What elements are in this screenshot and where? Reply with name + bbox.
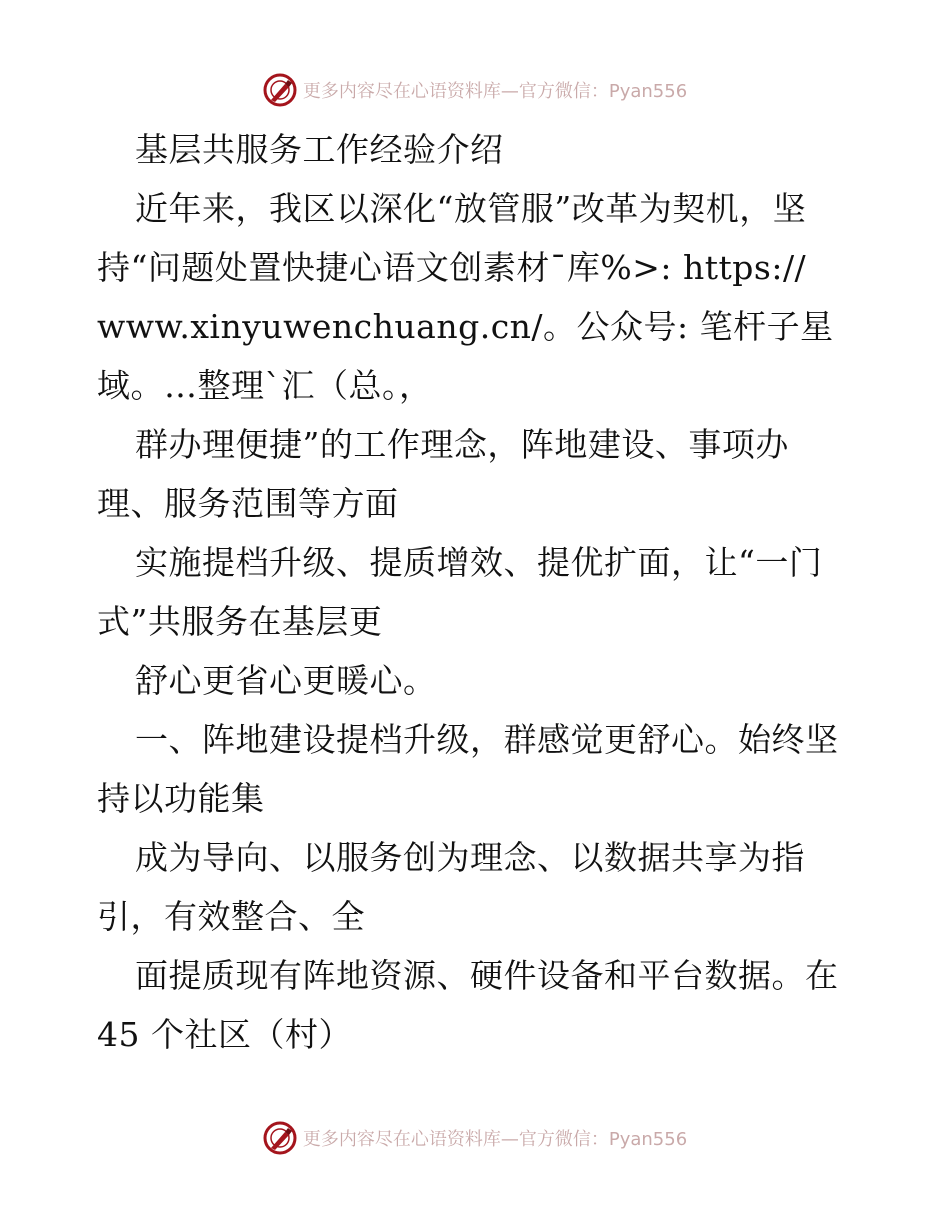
text-line: 45 个社区（村） — [97, 1015, 352, 1054]
text-line: 成为导向、以服务创为理念、以数据共享为指 — [135, 838, 805, 877]
text-line: 一、阵地建设提档升级，群感觉更舒心。始终坚 — [135, 720, 839, 759]
text-line: 域。…整理`汇（总。， — [97, 366, 433, 405]
banner-text: 更多内容尽在心语资料库—官方微信：Pyan556 — [302, 1129, 688, 1150]
text-line: 群办理便捷”的工作理念，阵地建设、事项办 — [135, 425, 789, 464]
text-line: 面提质现有阵地资源、硬件设备和平台数据。在 — [135, 956, 839, 995]
text-line: 持“问题处置快捷心语文创素材¯库%>: https:// — [97, 248, 807, 287]
document-body — [97, 120, 857, 1064]
text-line: 基层共服务工作经验介绍 — [135, 130, 504, 169]
text-line: 引，有效整合、全 — [97, 897, 365, 936]
footer-banner — [0, 1118, 950, 1158]
text-line: 舒心更省心更暖心。 — [135, 661, 437, 700]
text-line: 理、服务范围等方面 — [97, 484, 399, 523]
text-line: www.xinyuwenchuang.cn/。公众号: 笔杆子星 — [97, 307, 834, 346]
pen-seal-icon — [263, 1121, 297, 1155]
text-line: 持以功能集 — [97, 779, 265, 818]
text-line: 近年来，我区以深化“放管服”改革为契机，坚 — [135, 189, 807, 228]
text-line: 式”共服务在基层更 — [97, 602, 383, 641]
pen-seal-icon — [263, 73, 297, 107]
header-banner — [0, 70, 950, 110]
banner-text: 更多内容尽在心语资料库—官方微信：Pyan556 — [302, 81, 688, 102]
text-line: 实施提档升级、提质增效、提优扩面，让“一门 — [135, 543, 823, 582]
